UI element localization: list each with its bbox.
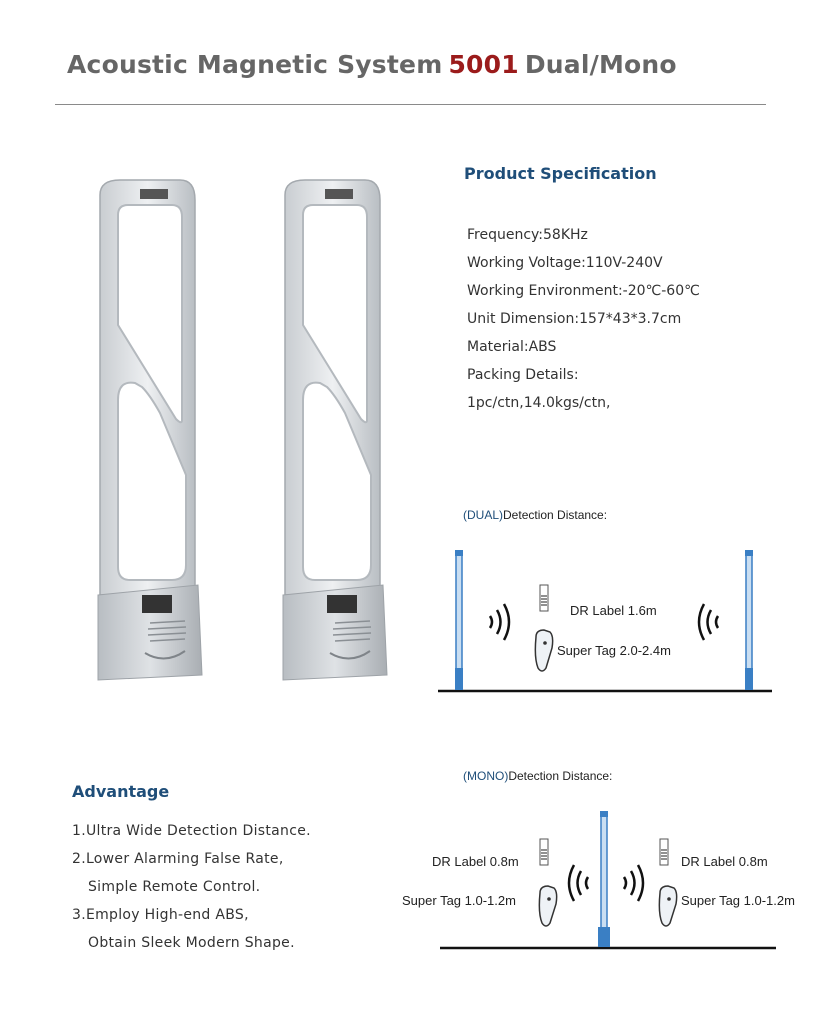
title-prefix: Acoustic Magnetic System <box>67 50 443 79</box>
dual-super-tag: Super Tag 2.0-2.4m <box>557 643 671 658</box>
dual-signal-left-icon <box>490 604 509 640</box>
mono-antenna <box>598 811 610 947</box>
advantage-item-1: 1.Ultra Wide Detection Distance. <box>72 823 311 839</box>
dual-dr-label-icon <box>540 585 548 611</box>
dual-caption <box>463 508 607 522</box>
advantage-item-3-cont: Obtain Sleek Modern Shape. <box>88 935 295 951</box>
dual-antenna-left <box>455 550 463 690</box>
advantage-item-2: 2.Lower Alarming False Rate, <box>72 851 284 867</box>
spec-dimension: Unit Dimension:157*43*3.7cm <box>467 311 682 327</box>
mono-right-super-tag: Super Tag 1.0-1.2m <box>681 893 795 908</box>
mono-caption <box>463 769 612 783</box>
spec-environment: Working Environment:-20℃-60℃ <box>467 283 700 299</box>
dual-super-tag-icon <box>535 630 552 671</box>
mono-signal-left-icon <box>569 865 588 901</box>
spec-packing-label: Packing Details: <box>467 367 579 383</box>
mono-dr-label-left-icon <box>540 839 548 865</box>
advantage-item-3: 3.Employ High-end ABS, <box>72 907 249 923</box>
mono-left-dr-label: DR Label 0.8m <box>432 854 519 869</box>
product-image <box>90 175 420 695</box>
mono-diagram <box>430 805 790 955</box>
advantage-item-2-cont: Simple Remote Control. <box>88 879 261 895</box>
mono-super-tag-left-icon <box>539 886 556 926</box>
mono-right-dr-label: DR Label 0.8m <box>681 854 768 869</box>
title-divider <box>55 104 766 105</box>
dual-antenna-right <box>745 550 753 690</box>
mono-left-super-tag: Super Tag 1.0-1.2m <box>402 893 516 908</box>
dual-signal-right-icon <box>699 604 718 640</box>
mono-dr-label-right-icon <box>660 839 668 865</box>
spec-voltage: Working Voltage:110V-240V <box>467 255 663 271</box>
dual-mode: (DUAL) <box>463 508 504 522</box>
mono-mode: (MONO) <box>463 769 509 783</box>
gate-left <box>98 180 202 680</box>
spec-material: Material:ABS <box>467 339 557 355</box>
dual-dr-label: DR Label 1.6m <box>570 603 657 618</box>
title-suffix: Dual/Mono <box>524 50 677 79</box>
dual-caption-text: Detection Distance: <box>503 508 608 522</box>
dual-diagram <box>430 540 780 700</box>
mono-signal-right-icon <box>624 865 643 901</box>
mono-caption-text: Detection Distance: <box>508 769 613 783</box>
spec-frequency: Frequency:58KHz <box>467 227 588 243</box>
advantage-heading: Advantage <box>72 782 170 801</box>
spec-heading: Product Specification <box>464 164 657 183</box>
model-number: 5001 <box>448 50 519 79</box>
mono-super-tag-right-icon <box>659 886 676 926</box>
page-title <box>67 50 677 79</box>
gate-right <box>283 180 387 680</box>
spec-packing-value: 1pc/ctn,14.0kgs/ctn, <box>467 395 611 411</box>
